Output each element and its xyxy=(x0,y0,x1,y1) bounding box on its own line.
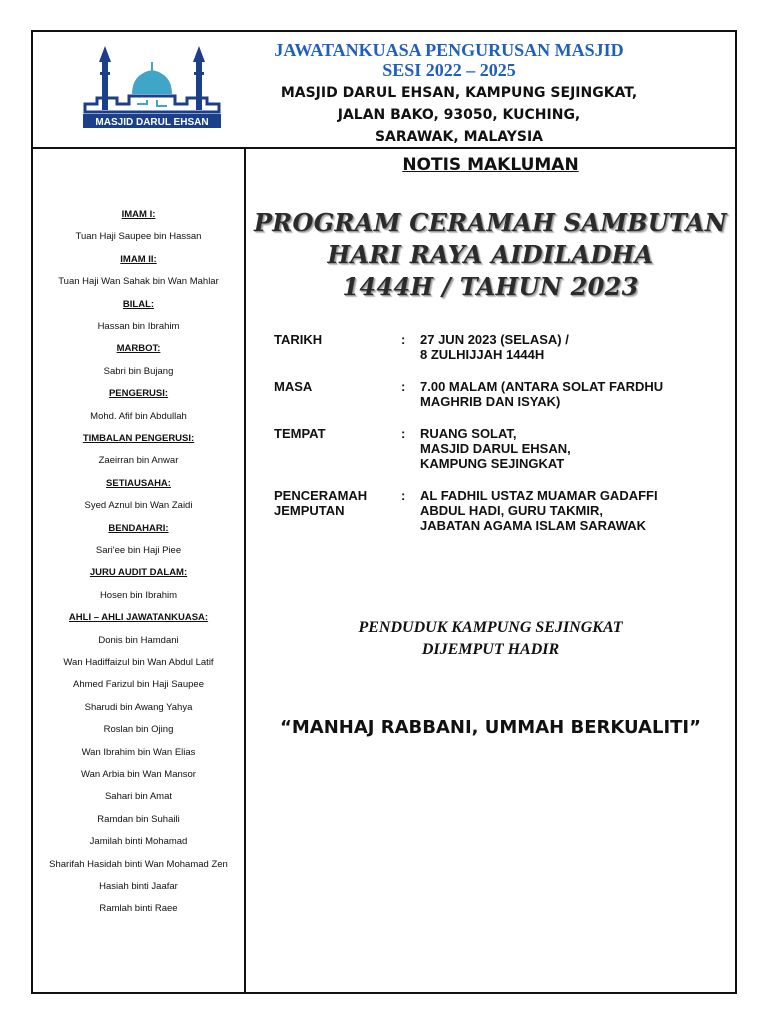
committee-member: Tuan Haji Saupee bin Hassan xyxy=(75,231,202,243)
committee-member: Sari'ee bin Haji Piee xyxy=(95,545,182,556)
detail-colon: : xyxy=(401,488,406,503)
committee-role: BILAL: xyxy=(122,298,155,310)
detail-value-line: KAMPUNG SEJINGKAT xyxy=(420,456,565,471)
detail-label xyxy=(274,426,394,441)
detail-colon: : xyxy=(401,426,406,441)
detail-value-line: ABDUL HADI, GURU TAKMIR, xyxy=(420,503,603,518)
detail-value-line: AL FADHIL USTAZ MUAMAR GADAFFI xyxy=(420,488,658,503)
detail-colon: : xyxy=(401,379,406,394)
committee-member: Roslan bin Ojing xyxy=(103,724,174,736)
committee-role: AHLI – AHLI JAWATANKUASA: xyxy=(68,612,209,624)
committee-member: Hasiah binti Jaafar xyxy=(99,881,178,892)
program-title-line: 1444H / TAHUN 2023 xyxy=(342,272,639,301)
committee-member: Sharudi bin Awang Yahya xyxy=(84,701,193,713)
detail-value-line: MAGHRIB DAN ISYAK) xyxy=(420,394,561,409)
invitation-line: PENDUDUK KAMPUNG SEJINGKAT xyxy=(358,619,623,636)
committee-member: Tuan Haji Wan Sahak bin Wan Mahlar xyxy=(58,276,219,288)
committee-role: IMAM I: xyxy=(121,209,156,220)
address xyxy=(259,82,659,148)
committee-member: Zaeirran bin Anwar xyxy=(98,455,179,467)
detail-value xyxy=(420,488,720,533)
committee-member: Ramdan bin Suhaili xyxy=(97,813,180,825)
detail-label-line: JEMPUTAN xyxy=(274,503,345,518)
detail-value-line: 8 ZULHIJJAH 1444H xyxy=(420,347,545,362)
main-content xyxy=(246,147,735,994)
org-title: JAWATANKUASA PENGURUSAN MASJID xyxy=(274,40,624,60)
committee-member: Syed Aznul bin Wan Zaidi xyxy=(84,500,193,512)
detail-label-line: PENCERAMAH xyxy=(274,488,368,503)
detail-value-line: JABATAN AGAMA ISLAM SARAWAK xyxy=(420,518,647,533)
logo-text: MASJID DARUL EHSAN xyxy=(95,117,209,128)
notice-title: NOTIS MAKLUMAN xyxy=(402,155,579,175)
committee-member: Hosen bin Ibrahim xyxy=(99,589,178,601)
committee-member: Jamilah binti Mohamad xyxy=(89,836,188,848)
detail-label xyxy=(274,379,394,394)
invitation xyxy=(246,617,735,661)
detail-value-line: MASJID DARUL EHSAN, xyxy=(420,441,571,456)
committee-member: Wan Hadiffaizul bin Wan Abdul Latif xyxy=(63,657,214,668)
committee-role: BENDAHARI: xyxy=(108,522,169,534)
detail-value-line: 27 JUN 2023 (SELASA) / xyxy=(420,332,569,347)
header xyxy=(33,32,735,149)
committee-member: Sabri bin Bujang xyxy=(103,365,174,377)
mosque-logo xyxy=(77,42,227,132)
address-line: SARAWAK, MALAYSIA xyxy=(374,129,544,145)
address-line: MASJID DARUL EHSAN, KAMPUNG SEJINGKAT, xyxy=(280,85,638,101)
detail-value-line: RUANG SOLAT, xyxy=(420,426,517,441)
session: SESI 2022 – 2025 xyxy=(382,60,516,80)
committee-member: Wan Ibrahim bin Wan Elias xyxy=(81,746,196,758)
committee-sidebar xyxy=(33,147,246,994)
org-heading xyxy=(239,40,659,80)
detail-label-line: TEMPAT xyxy=(274,426,326,441)
committee-member: Sharifah Hasidah binti Wan Mohamad Zen xyxy=(49,858,228,870)
detail-value xyxy=(420,379,720,409)
mosque-icon xyxy=(77,42,227,132)
notice-frame xyxy=(31,30,737,994)
address-line: JALAN BAKO, 93050, KUCHING, xyxy=(337,107,581,123)
committee-role: JURU AUDIT DALAM: xyxy=(89,567,188,579)
detail-label xyxy=(274,488,394,518)
committee-role: IMAM II: xyxy=(120,253,157,265)
committee-member: Sahari bin Amat xyxy=(104,791,173,803)
detail-label xyxy=(274,332,394,347)
program-title-line: HARI RAYA AIDILADHA xyxy=(327,240,654,269)
committee-member: Ramlah binti Raee xyxy=(99,903,178,915)
detail-value-line: 7.00 MALAM (ANTARA SOLAT FARDHU xyxy=(420,379,664,394)
detail-label-line: TARIKH xyxy=(274,332,323,347)
detail-colon: : xyxy=(401,332,406,347)
detail-value xyxy=(420,332,720,362)
committee-role: TIMBALAN PENGERUSI: xyxy=(82,433,195,444)
slogan: “MANHAJ RABBANI, UMMAH BERKUALITI” xyxy=(280,717,701,738)
invitation-line: DIJEMPUT HADIR xyxy=(421,641,560,658)
detail-value xyxy=(420,426,720,471)
committee-role: PENGERUSI: xyxy=(108,388,169,400)
committee-role: MARBOT: xyxy=(116,343,161,355)
committee-member: Hassan bin Ibrahim xyxy=(97,321,180,332)
program-title-line: PROGRAM CERAMAH SAMBUTAN xyxy=(253,208,728,237)
committee-member: Mohd. Afif bin Abdullah xyxy=(90,410,187,422)
committee-member: Ahmed Farizul bin Haji Saupee xyxy=(73,679,204,691)
committee-member: Donis bin Hamdani xyxy=(98,634,179,646)
committee-role: SETIAUSAHA: xyxy=(106,477,171,489)
detail-label-line: MASA xyxy=(274,379,313,394)
program-title xyxy=(246,207,735,303)
committee-member: Wan Arbia bin Wan Mansor xyxy=(81,769,196,780)
